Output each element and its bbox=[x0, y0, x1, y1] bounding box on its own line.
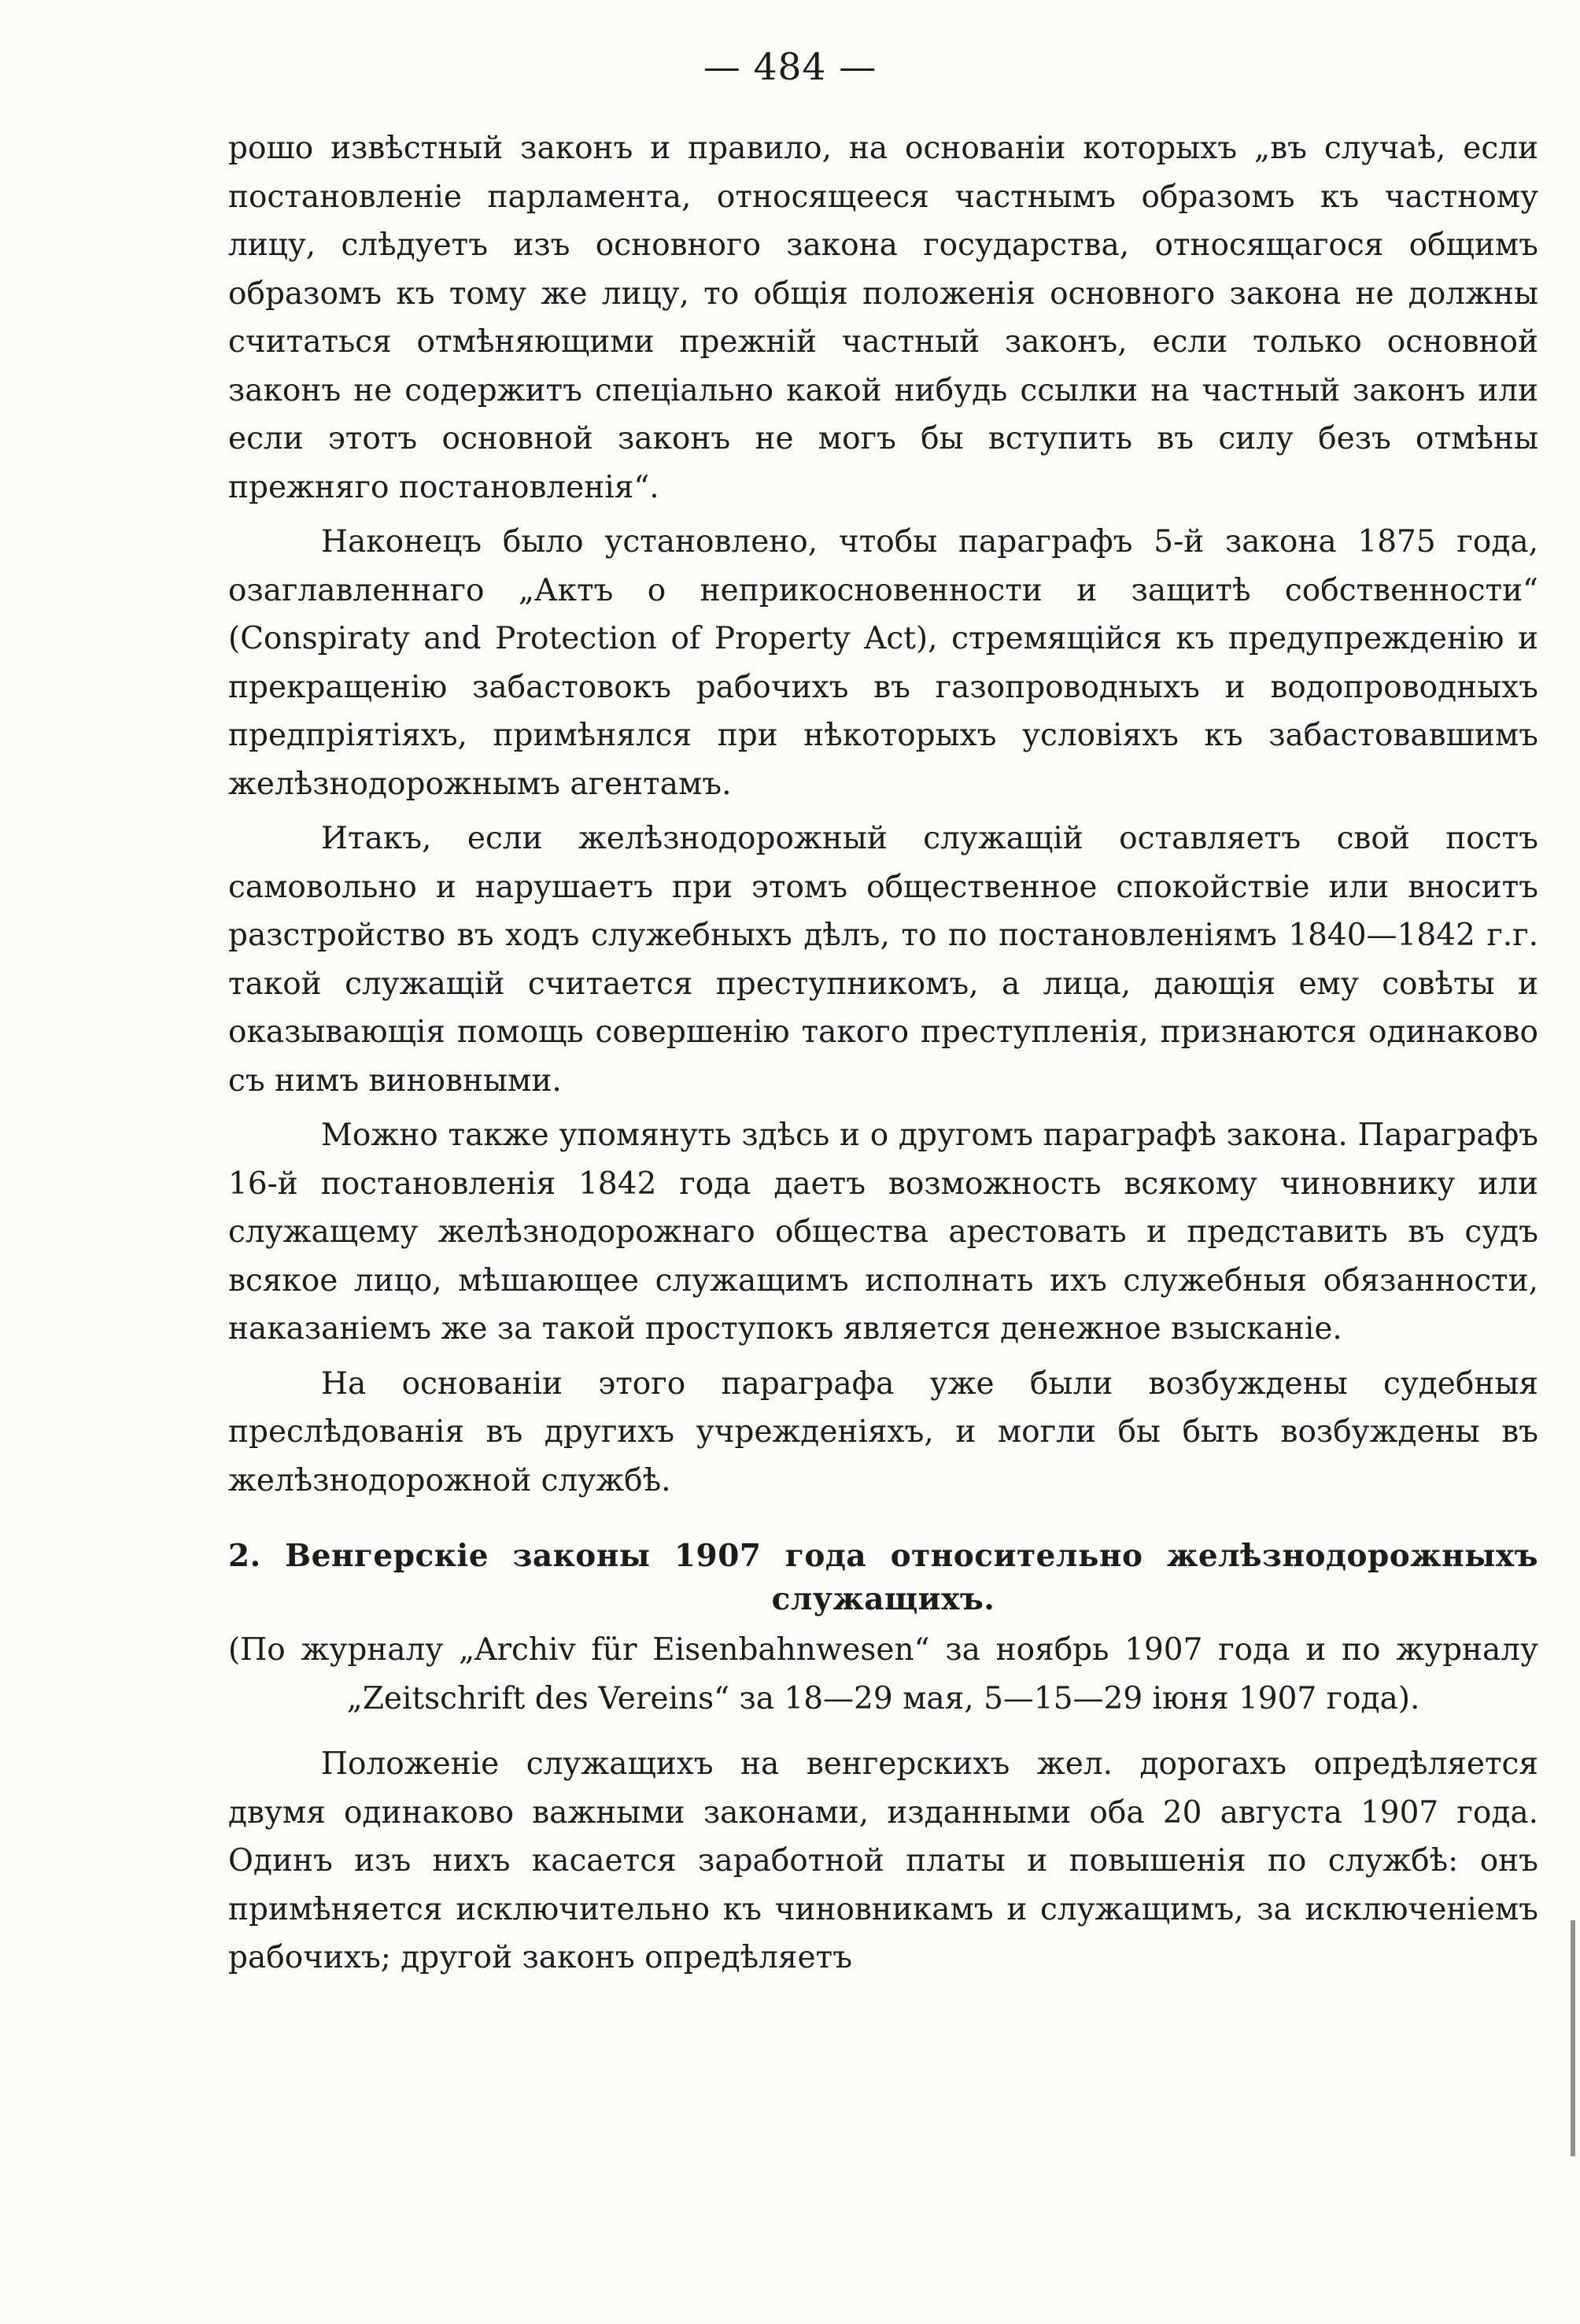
page-edge-shadow bbox=[1571, 1920, 1575, 2156]
page-number: — 484 — bbox=[703, 46, 877, 89]
paragraph-continued: рошо извѣстный законъ и правило, на основаніи которыхъ „въ случаѣ, если постановленіе парламента, относящееся частнымъ образомъ къ частному лицу, слѣдуетъ изъ основного закона государства, относящагося общимъ образомъ къ тому же лицу, то общія положенія основного закона не должны считаться отмѣняющими прежній частный законъ, если только основной законъ не содержитъ спеціально какой нибудь ссылки на частный законъ или если этотъ основной законъ не могъ бы вступить въ силу безъ отмѣны прежняго постановленія“. bbox=[228, 131, 1538, 505]
paragraph: Итакъ, если желѣзнодорожный служащій оставляетъ свой постъ самовольно и нарушаетъ при этомъ общественное спокойствіе или вноситъ разстройство въ ходъ служебныхъ дѣлъ, то по постановленіямъ 1840—1842 г.г. такой служащій считается преступникомъ, а лица, дающія ему совѣты и оказывающія помощь совершенію такого преступленія, признаются одинаково съ нимъ виновными. bbox=[228, 821, 1538, 1099]
text-column bbox=[228, 124, 1538, 1982]
source-note: (По журналу „Archiv für Eisenbahnwesen“ за ноябрь 1907 года и по журналу „Zeitschrift des Vereins“ за 18—29 мая, 5—15—29 іюня 1907 года). bbox=[228, 1632, 1538, 1716]
paragraph: Наконецъ было установлено, чтобы параграфъ 5-й закона 1875 года, озаглавленнаго „Актъ о неприкосновенности и защитѣ собственности“ (Conspiraty and Protection of Property Act), стремящійся къ предупрежденію и прекращенію забастовокъ рабочихъ въ газопроводныхъ и водопроводныхъ предпріятіяхъ, примѣнялся при нѣкоторыхъ условіяхъ къ забастовавшимъ желѣзнодорожнымъ агентамъ. bbox=[228, 524, 1538, 802]
paragraph: Положеніе служащихъ на венгерскихъ жел. дорогахъ опредѣляется двумя одинаково важными законами, изданными оба 20 августа 1907 года. Одинъ изъ нихъ касается заработной платы и повышенія по службѣ: онъ примѣняется исключительно къ чиновникамъ и служащимъ, за исключеніемъ рабочихъ; другой законъ опредѣляетъ bbox=[228, 1746, 1538, 1975]
paragraph: На основаніи этого параграфа уже были возбуждены судебныя преслѣдованія въ другихъ учрежденіяхъ, и могли бы быть возбуждены въ желѣзнодорожной службѣ. bbox=[228, 1365, 1538, 1498]
section-heading: 2. Венгерскіе законы 1907 года относительно желѣзнодорожныхъ служащихъ. bbox=[228, 1538, 1538, 1617]
paragraph: Можно также упомянуть здѣсь и о другомъ параграфѣ закона. Параграфъ 16-й постановленія 1842 года даетъ возможность всякому чиновнику или служащему желѣзнодорожнаго общества арестовать и представить въ судъ всякое лицо, мѣшающее служащимъ исполнать ихъ служебныя обязанности, наказаніемъ же за такой проступокъ является денежное взысканіе. bbox=[228, 1118, 1538, 1347]
